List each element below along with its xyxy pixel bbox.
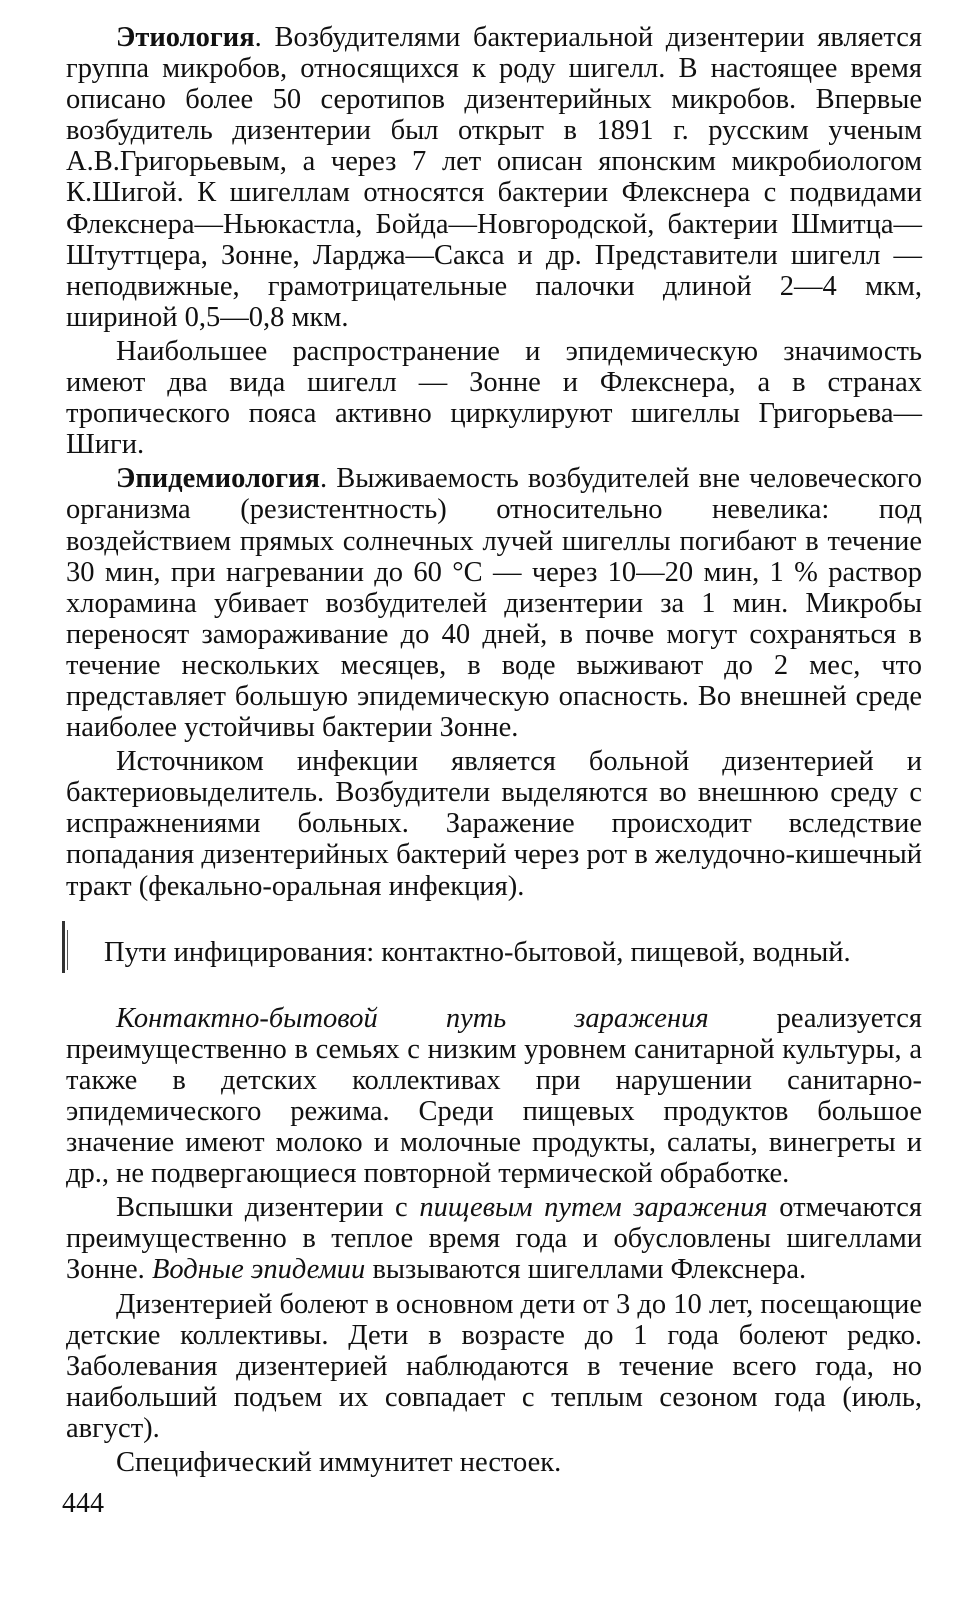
outbreaks-text-post: вызываются шигеллами Флекснера. [365,1254,807,1286]
term-epidemiology: Эпидемиология [116,463,320,495]
outbreaks-text-mid: отмечаются преимущественно в теплое время года и обусловлены шигеллами Зонне. [66,1192,922,1286]
contact-route-text: реализуется преимущественно в семьях с низким уровнем санитарной культуры, а также в детских коллективах при нарушении санитарно-эпидемического режима. Среди пищевых продуктов большое значение имеют молоко и молочные продукты, салаты, винегреты и др., не подвергающиеся повторной термической обработке. [66,1002,922,1190]
paragraph-prevalence [66,336,922,460]
page-number: 444 [62,1488,104,1519]
water-epidemics-term: Водные эпидемии [151,1254,366,1286]
routes-text: Пути инфицирования: контактно-бытовой, пищевой, водный. [104,936,851,968]
contact-route-term: Контактно-бытовой путь заражения [116,1002,709,1034]
etiology-text: . Возбудителями бактериальной дизентерии является группа микробов, относящихся к роду шигелл. В настоящее время описано более 50 серотипов дизентерийных микробов. Впервые возбудитель дизентерии был открыт в 1891 г. русским ученым А.В.Григорьевым, а через 7 лет описан японским микробиологом К.Шигой. К шигеллам относятся бактерии Флекснера с подвидами Флекснера—Ньюкастла, Бойда—Новгородской, бактерии Шмитца— Штуттцера, Зонне, Ларджа—Сакса и др. Представители шигелл — неподвижные, грамотрицательные палочки длиной 2—4 мкм, шириной 0,5—0,8 мкм. [66,22,922,333]
paragraph-children [66,1289,922,1444]
paragraph-epidemiology [66,463,922,743]
paragraph-source [66,746,922,901]
outbreaks-text-pre: Вспышки дизентерии с [116,1192,420,1224]
source-text: Источником инфекции является больной дизентерией и бактериовыделитель. Возбудители выделяются во внешнюю среду с испражнениями больных. Заражение происходит вследствие попадания дизентерийных бактерий через рот в желудочно-кишечный тракт (фекально-оральная инфекция). [66,746,922,902]
paragraph-outbreaks [66,1192,922,1285]
paragraph-contact-route [66,1003,922,1190]
margin-bar-mark-secondary [67,930,68,970]
paragraph-routes [66,937,922,968]
epidemiology-text: . Выживаемость возбудителей вне человеческого организма (резистентность) относительно невелика: под воздействием прямых солнечных лучей шигеллы погибают в течение 30 мин, при нагревании до 60 °С — через 10—20 мин, 1 % раствор хлорамина убивает возбудителей дизентерии за 1 мин. Микробы переносят замораживание до 40 дней, в почве могут сохраняться в течение нескольких месяцев, в воде выживают до 2 мес, что представляет большую эпидемическую опасность. Во внешней среде наиболее устойчивы бактерии Зонне. [66,463,922,744]
prevalence-text: Наибольшее распространение и эпидемическую значимость имеют два вида шигелл — Зонне и Флекснера, а в странах тропического пояса активно циркулируют шигеллы Григорьева—Шиги. [66,335,922,461]
paragraph-etiology [66,22,922,333]
food-route-term: пищевым путем заражения [419,1192,768,1224]
main-text [66,22,922,1481]
margin-bar-mark [62,921,65,973]
paragraph-immunity [66,1447,922,1478]
immunity-text: Специфический иммунитет нестоек. [116,1447,562,1479]
term-etiology: Этиология [116,22,255,53]
children-text: Дизентерией болеют в основном дети от 3 до 10 лет, посещающие детские коллективы. Дети в возрасте до 1 года болеют редко. Заболевания дизентерией наблюдаются в течение всего года, но наибольший подъем их совпадает с теплым сезоном года (июль, август). [66,1288,922,1444]
